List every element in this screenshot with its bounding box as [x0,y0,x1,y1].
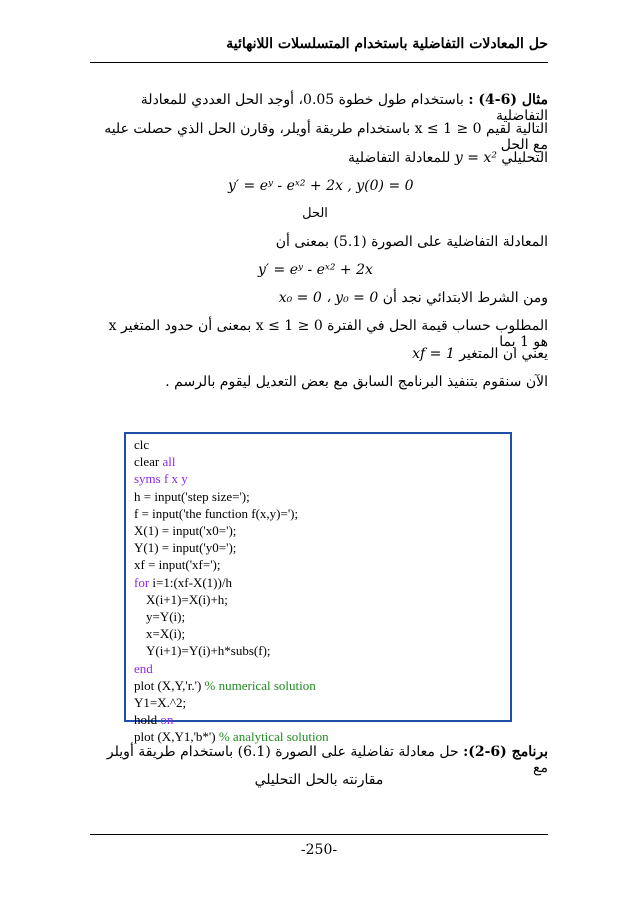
page-header: حل المعادلات التفاضلية باستخدام المتسلسلات اللانهائية [226,36,548,52]
program-caption-text: حل معادلة تفاضلية على الصورة (6.1) باستخدام طريقة أويلر مع [106,744,548,776]
code-text: xf = input('xf='); [134,557,221,573]
code-line [134,488,502,505]
footer-rule [90,834,548,835]
code-text: Y(1) = input('y0='); [134,540,237,556]
code-line [134,625,502,642]
code-keyword: syms f x y [134,471,188,487]
code-line [134,608,502,625]
program-caption-label: برنامج (6-2): [463,744,548,760]
example-line-2: التالية لقيم 0 ≤ x ≤ 1 باستخدام طريقة أويلر، وقارن الحل الذي حصلت عليه مع الحل [104,121,548,153]
code-text: clc [134,437,150,452]
code-text: plot (X,Y1,'b*') [134,729,219,745]
code-text: Y(i+1)=Y(i)+h*subs(f); [146,643,271,659]
code-line [134,505,502,522]
code-line [134,436,502,453]
example-line-5 [90,290,548,306]
solution-label: الحل [302,206,328,221]
code-text: h = input('step size='); [134,488,250,504]
code-line [134,556,502,573]
code-keyword: end [134,660,153,676]
code-line [134,642,502,659]
header-rule [90,62,548,63]
example-line-1 [90,92,548,124]
code-line [134,591,502,608]
code-text: f = input('the function f(x,y)='); [134,505,299,521]
example-line-6: المطلوب حساب قيمة الحل في الفترة 0 ≤ x ≤ 1 بمعنى أن حدود المتغير x هو 1 بما [108,318,548,350]
example-line-3 [248,150,548,166]
code-text: x=X(i); [146,626,186,642]
code-line [134,539,502,556]
example-line-1-text: باستخدام طول خطوة 0.05، أوجد الحل العددي للمعادلة التفاضلية [140,92,548,124]
code-text: i=1:(xf-X(1))/h [149,574,232,590]
code-text: y=Y(i); [146,609,186,625]
code-keyword: all [162,454,176,470]
example-line-3-text: التحليلي [501,150,548,166]
code-text: hold [134,712,161,728]
example-line-7 [90,346,548,362]
code-text: X(i+1)=X(i)+h; [146,591,228,607]
program-caption-line-2: مقارنته بالحل التحليلي [254,772,384,788]
code-line [134,694,502,711]
final-variable-text: يعني ان المتغير [459,346,548,362]
code-keyword: for [134,574,150,590]
example-line-8: الآن سنقوم بتنفيذ البرنامج السابق مع بعض التعديل ليقوم بالرسم . [165,374,548,390]
differential-equation: y′ = eʸ - eˣ² + 2x , y(0) = 0 [228,178,414,194]
code-line [134,470,502,487]
code-line [134,660,502,677]
final-variable-math: xf = 1 [412,346,455,362]
code-text: X(1) = input('x0='); [134,523,237,539]
code-text: clear [134,454,163,470]
analytic-solution: y = x² [454,150,497,166]
equation-form: y′ = eʸ - eˣ² + 2x [258,262,373,278]
code-line [134,677,502,694]
page-number: -250- [300,842,338,858]
code-text: Y1=X.^2; [134,695,187,711]
code-line [134,574,502,591]
example-line-4: المعادلة التفاضلية على الصورة (5.1) بمعنى أن [275,234,548,250]
code-comment: % numerical solution [204,677,316,693]
example-line-3-tail: للمعادلة التفاضلية [347,150,451,166]
initial-condition-text: ومن الشرط الابتدائي نجد أن [382,290,548,306]
code-line [134,711,502,728]
code-comment: % analytical solution [218,729,329,745]
code-text: plot (X,Y,'r.') [134,677,205,693]
initial-condition-math: x₀ = 0 ، y₀ = 0 [278,290,379,306]
code-keyword: on [160,712,174,728]
code-line [134,522,502,539]
example-label: مثال (6-4) : [468,92,548,108]
code-lines [134,436,502,746]
matlab-code-box [124,432,512,745]
code-line [134,453,502,470]
